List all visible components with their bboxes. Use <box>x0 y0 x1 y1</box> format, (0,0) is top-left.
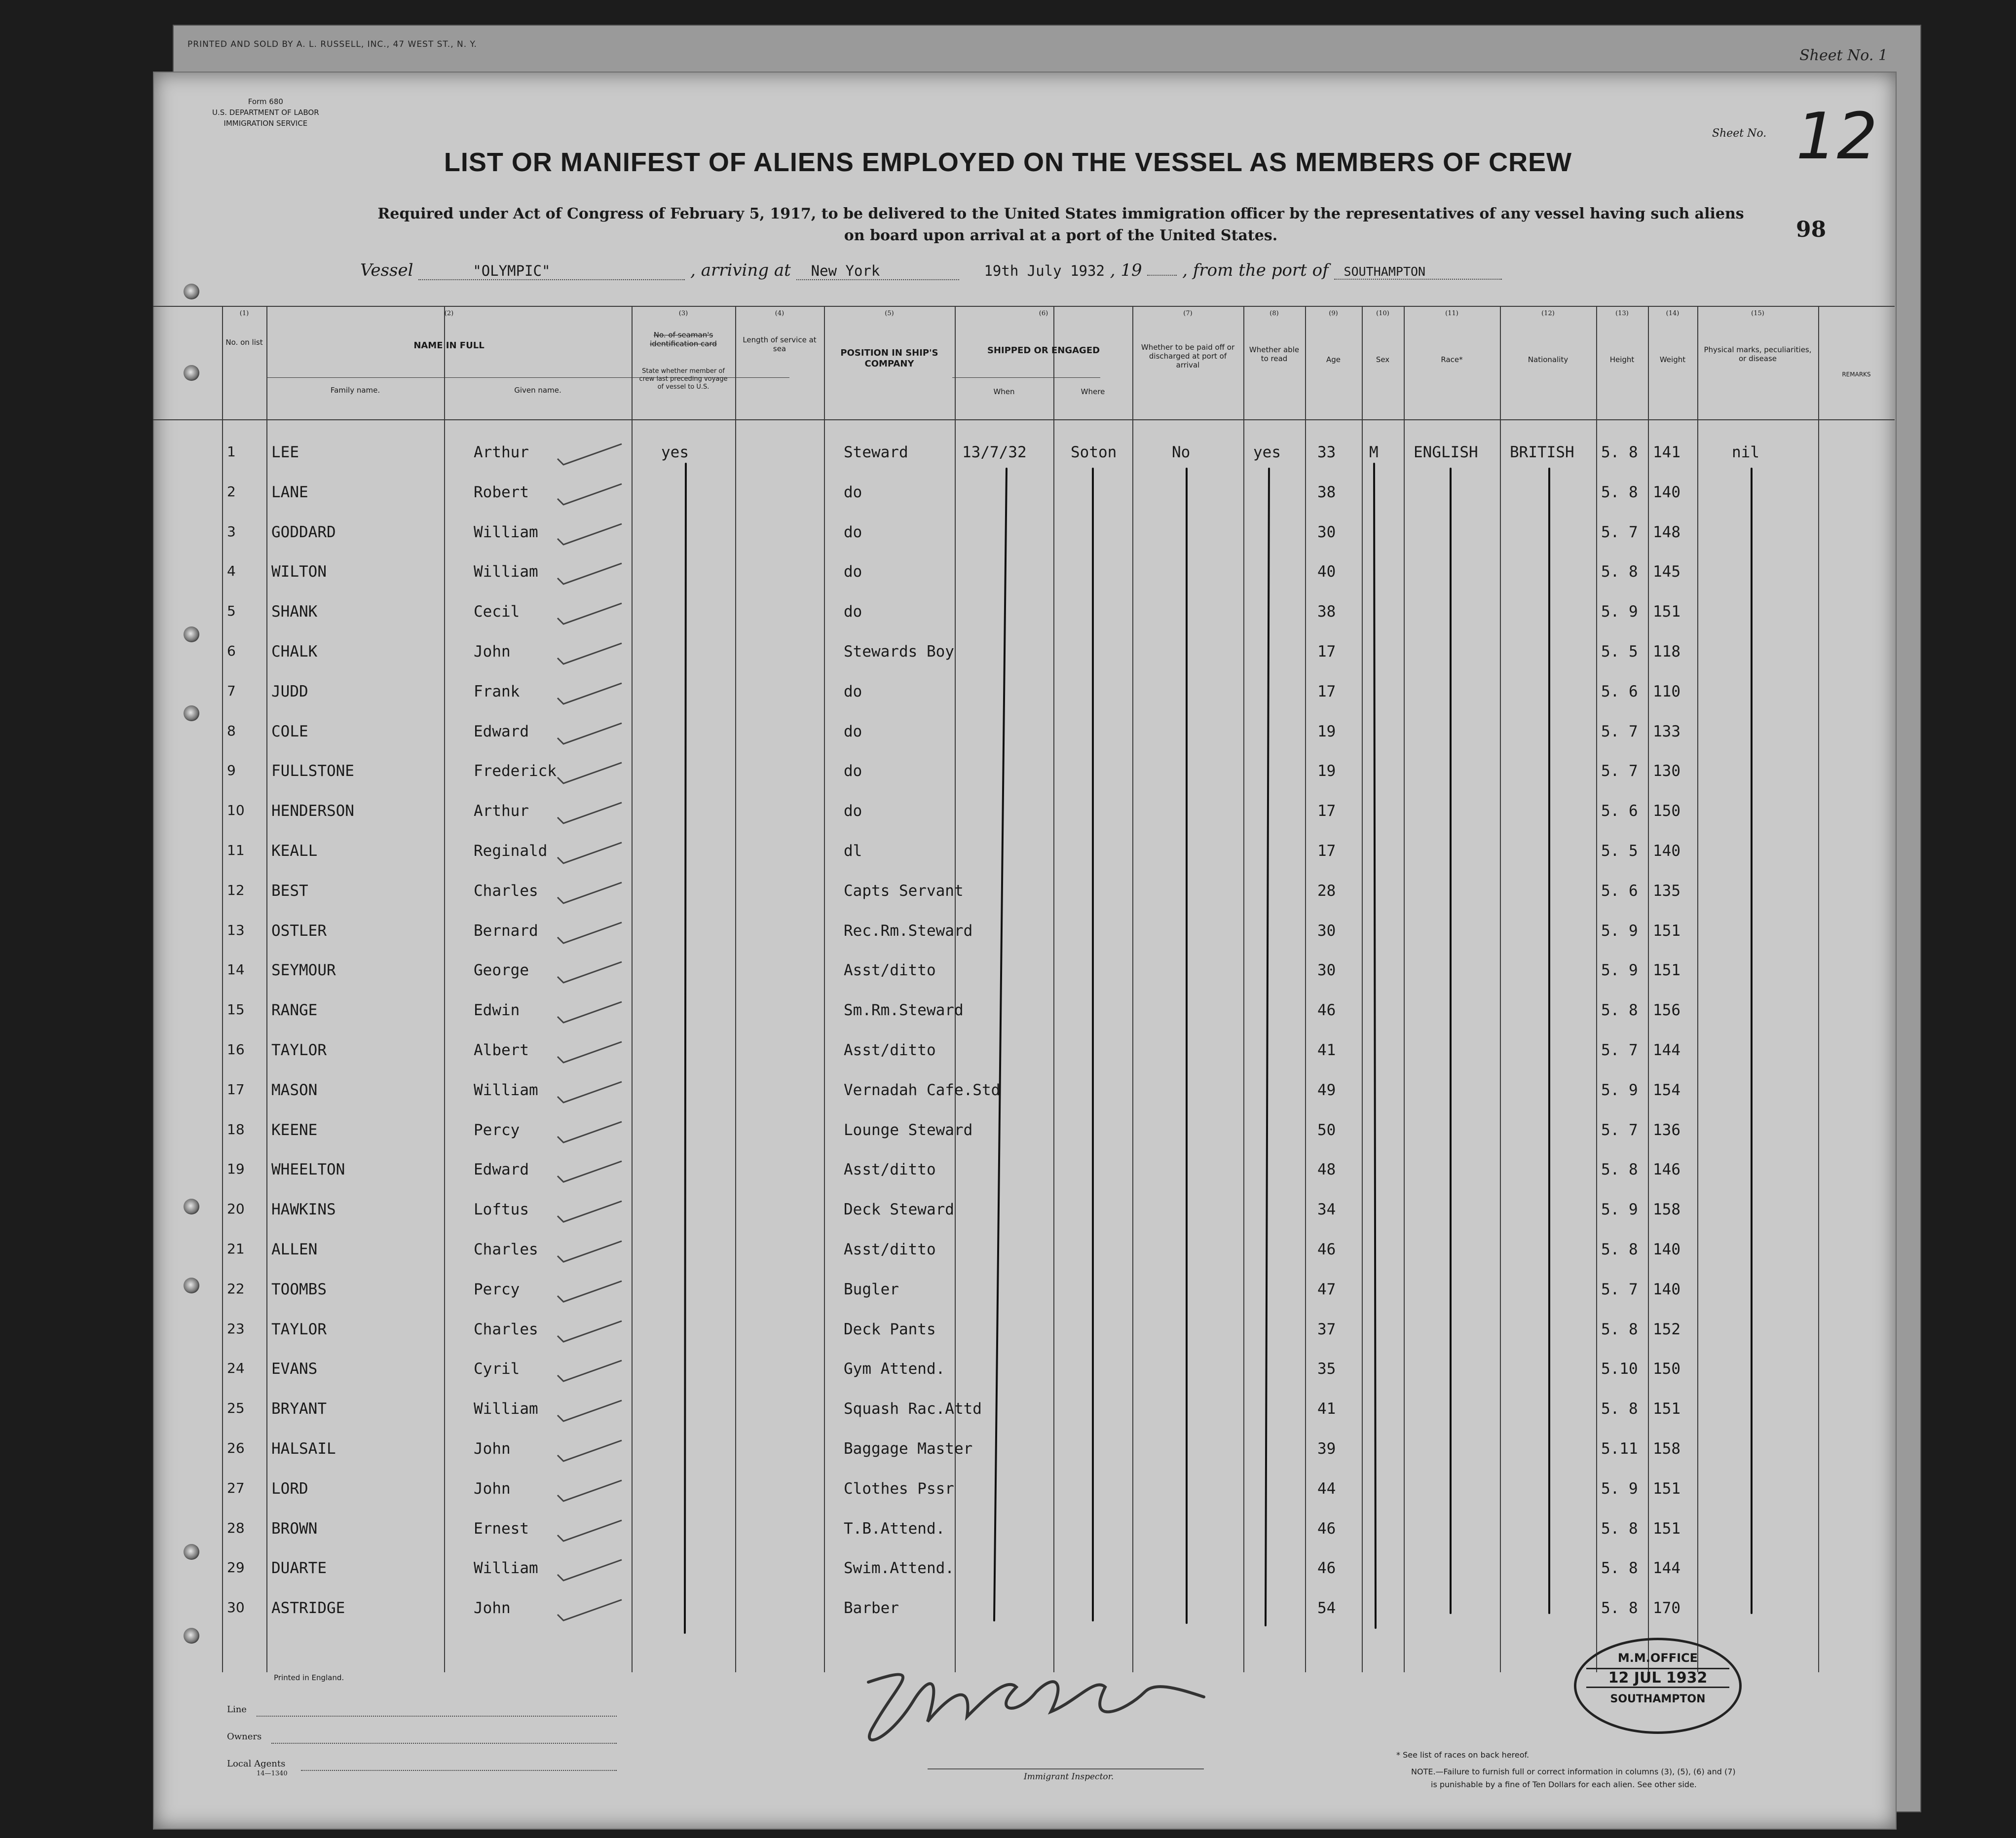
header-previous-voyage: State whether member of crew last preceding voyage of vessel to U.S. <box>639 368 728 391</box>
weight: 158 <box>1653 1201 1680 1219</box>
height: 5. 7 <box>1601 1121 1638 1139</box>
weight: 151 <box>1653 1479 1680 1498</box>
weight: 145 <box>1653 563 1680 581</box>
family-name: FULLSTONE <box>271 762 354 780</box>
age: 39 <box>1317 1440 1336 1458</box>
col-num-8: (8) <box>1269 310 1279 317</box>
height: 5. 6 <box>1601 682 1638 700</box>
height: 5. 7 <box>1601 762 1638 780</box>
service-name: IMMIGRATION SERVICE <box>224 119 308 128</box>
page-title: LIST OR MANIFEST OF ALIENS EMPLOYED ON THE VESSEL AS MEMBERS OF CREW <box>444 147 1572 177</box>
height: 5. 9 <box>1601 961 1638 980</box>
weight: 156 <box>1653 1001 1680 1020</box>
row-number: 1 <box>227 443 236 460</box>
height: 5. 7 <box>1601 523 1638 541</box>
voyage-line <box>360 260 1502 280</box>
height: 5. 9 <box>1601 1479 1638 1498</box>
position: do <box>844 563 862 581</box>
family-name: BEST <box>271 882 308 900</box>
header-age: Age <box>1326 355 1341 364</box>
subtitle-line-2: on board upon arrival at a port of the United States. <box>844 227 1278 244</box>
row-number: 25 <box>227 1400 245 1417</box>
inspector-label: Immigrant Inspector. <box>1024 1772 1114 1782</box>
row-number: 4 <box>227 563 236 580</box>
given-name: Frederick <box>474 762 557 780</box>
age: 41 <box>1317 1041 1336 1059</box>
position: Asst/ditto <box>844 1041 936 1059</box>
height: 5. 8 <box>1601 1400 1638 1418</box>
given-name: George <box>474 961 529 980</box>
family-name: LORD <box>271 1479 308 1498</box>
age: 40 <box>1317 563 1336 581</box>
given-name: John <box>474 1479 511 1498</box>
position: do <box>844 762 862 780</box>
line-label: Line <box>227 1704 247 1715</box>
form-number: Form 680 <box>248 97 283 106</box>
stamp-port: SOUTHAMPTON <box>1610 1693 1706 1705</box>
weight: 150 <box>1653 802 1680 820</box>
crew-manifest-table <box>153 306 1895 1648</box>
family-name: TAYLOR <box>271 1041 327 1059</box>
given-name: Arthur <box>474 443 529 461</box>
given-name: Cyril <box>474 1360 520 1378</box>
races-note: * See list of races on back hereof. <box>1396 1750 1530 1760</box>
col-num-14: (14) <box>1666 310 1680 317</box>
position: Stewards Boy <box>844 643 954 661</box>
family-name: EVANS <box>271 1360 318 1378</box>
row-number: 27 <box>227 1479 245 1496</box>
family-name: ASTRIDGE <box>271 1599 345 1617</box>
height: 5. 8 <box>1601 1001 1638 1020</box>
family-name: RANGE <box>271 1001 318 1020</box>
family-name: BROWN <box>271 1519 318 1538</box>
family-name: LEE <box>271 443 299 461</box>
row-number: 10 <box>227 802 245 819</box>
position: Vernadah Cafe.Std <box>844 1081 1001 1099</box>
height: 5. 9 <box>1601 921 1638 940</box>
age: 38 <box>1317 603 1336 621</box>
col-num-6: (6) <box>1039 310 1048 317</box>
vessel-name: "OLYMPIC" <box>418 262 685 280</box>
family-name: COLE <box>271 722 308 740</box>
header-seaman-card: No. of seaman's identification card <box>650 331 717 348</box>
height: 5. 8 <box>1601 1241 1638 1258</box>
given-name: Cecil <box>474 603 520 621</box>
family-name: KEALL <box>271 842 318 860</box>
height: 5. 9 <box>1601 603 1638 621</box>
position: do <box>844 483 862 501</box>
weight: 151 <box>1653 921 1680 940</box>
row-number: 24 <box>227 1360 245 1377</box>
family-name: CHALK <box>271 643 318 661</box>
row-number: 9 <box>227 762 236 779</box>
col-num-7: (7) <box>1183 310 1193 317</box>
subtitle-line-1: Required under Act of Congress of February 5, 1917, to be delivered to the United States immigration officer by the representatives of any vessel having such aliens <box>377 205 1744 222</box>
printer-line: PRINTED AND SOLD BY A. L. RUSSELL, INC., 47 WEST ST., N. Y. <box>187 39 477 49</box>
weight: 170 <box>1653 1599 1680 1617</box>
weight: 151 <box>1653 1519 1680 1538</box>
row-number: 17 <box>227 1081 245 1098</box>
row-number: 28 <box>227 1519 245 1536</box>
header-able-to-read: Whether able to read <box>1249 345 1300 363</box>
age: 19 <box>1317 762 1336 780</box>
position: Deck Steward <box>844 1201 954 1219</box>
header-nationality: Nationality <box>1528 355 1568 364</box>
position: Lounge Steward <box>844 1121 973 1139</box>
age: 30 <box>1317 961 1336 980</box>
given-name: Arthur <box>474 802 529 820</box>
given-name: Reginald <box>474 842 548 860</box>
ditto-line-when <box>994 469 1007 1620</box>
family-name: TAYLOR <box>271 1320 327 1338</box>
age: 19 <box>1317 722 1336 740</box>
age: 28 <box>1317 882 1336 900</box>
age: 35 <box>1317 1360 1336 1378</box>
family-name: SHANK <box>271 603 318 621</box>
weight: 144 <box>1653 1559 1680 1578</box>
family-name: GODDARD <box>271 523 336 541</box>
header-position: POSITION IN SHIP'S COMPANY <box>840 348 938 369</box>
header-race: Race* <box>1441 355 1463 364</box>
col-num-5: (5) <box>885 310 894 317</box>
age: 34 <box>1317 1201 1336 1219</box>
row-number: 16 <box>227 1041 245 1058</box>
given-name: John <box>474 643 511 661</box>
ditto-line-prev-voyage <box>685 464 686 1633</box>
row-number: 21 <box>227 1241 245 1257</box>
col-num-12: (12) <box>1541 310 1555 317</box>
header-remarks: REMARKS <box>1842 371 1871 378</box>
weight: 144 <box>1653 1041 1680 1059</box>
position: Asst/ditto <box>844 1241 936 1258</box>
position: Asst/ditto <box>844 1161 936 1179</box>
ditto-line-read <box>1266 469 1269 1625</box>
age: 44 <box>1317 1479 1336 1498</box>
printed-note: Printed in England. <box>274 1673 344 1682</box>
family-name: DUARTE <box>271 1559 327 1578</box>
weight: 133 <box>1653 722 1680 740</box>
header-paid-off: Whether to be paid off or discharged at port of arrival <box>1141 343 1235 369</box>
col-num-1: (1) <box>239 310 249 317</box>
header-family-name: Family name. <box>330 386 380 395</box>
stamp-office: M.M.OFFICE <box>1617 1651 1698 1665</box>
row-number: 8 <box>227 722 236 739</box>
position: Steward <box>844 443 908 461</box>
age: 46 <box>1317 1519 1336 1538</box>
arrival-port: New York <box>796 262 959 280</box>
col-num-2: (2) <box>444 310 454 317</box>
row-number: 12 <box>227 882 245 898</box>
height: 5. 9 <box>1601 1201 1638 1219</box>
given-name: Charles <box>474 1241 538 1258</box>
position: Bugler <box>844 1280 899 1298</box>
height: 5. 7 <box>1601 722 1638 740</box>
height: 5. 8 <box>1601 1519 1638 1538</box>
row-number: 23 <box>227 1320 245 1337</box>
weight: 136 <box>1653 1121 1680 1139</box>
row-number: 11 <box>227 842 245 858</box>
row-number: 3 <box>227 523 236 540</box>
position: Baggage Master <box>844 1440 973 1458</box>
height: 5. 8 <box>1601 1320 1638 1338</box>
given-name: Charles <box>474 882 538 900</box>
height: 5. 8 <box>1601 1559 1638 1578</box>
position: do <box>844 682 862 700</box>
header-physical-marks: Physical marks, peculiarities, or disease <box>1704 345 1812 363</box>
height: 5. 8 <box>1601 443 1638 461</box>
weight: 140 <box>1653 1241 1680 1258</box>
given-name: William <box>474 1081 538 1099</box>
nationality: BRITISH <box>1510 443 1574 461</box>
office-stamp <box>1574 1638 1742 1734</box>
age: 46 <box>1317 1559 1336 1578</box>
agents-code: 14—1340 <box>257 1770 288 1777</box>
col-num-13: (13) <box>1615 310 1629 317</box>
row-number: 29 <box>227 1559 245 1576</box>
family-name: SEYMOUR <box>271 961 336 980</box>
weight: 150 <box>1653 1360 1680 1378</box>
row-number: 14 <box>227 961 245 978</box>
given-name: Percy <box>474 1121 520 1139</box>
weight: 151 <box>1653 603 1680 621</box>
col-num-10: (10) <box>1376 310 1389 317</box>
position: Squash Rac.Attd <box>844 1400 982 1418</box>
header-where: Where <box>1081 387 1105 396</box>
family-name: WILTON <box>271 563 327 581</box>
given-name: Edward <box>474 1161 529 1179</box>
vessel-label: Vessel <box>360 260 413 280</box>
penalty-note-2: is punishable by a fine of Ten Dollars for each alien. See other side. <box>1431 1780 1697 1789</box>
shipped-when: 13/7/32 <box>962 443 1027 461</box>
owners-label: Owners <box>227 1731 262 1742</box>
age: 46 <box>1317 1241 1336 1258</box>
family-name: JUDD <box>271 682 308 700</box>
given-name: Bernard <box>474 921 538 940</box>
previous-voyage: yes <box>661 443 689 461</box>
col-num-11: (11) <box>1445 310 1458 317</box>
arrival-date: 19th July 1932 <box>984 262 1105 279</box>
family-name: KEENE <box>271 1121 318 1139</box>
given-name: Percy <box>474 1280 520 1298</box>
position: Swim.Attend. <box>844 1559 954 1578</box>
able-to-read: yes <box>1253 443 1281 461</box>
position: T.B.Attend. <box>844 1519 945 1538</box>
sex: M <box>1369 443 1379 461</box>
position: Sm.Rm.Steward <box>844 1001 964 1020</box>
age: 17 <box>1317 802 1336 820</box>
age: 41 <box>1317 1400 1336 1418</box>
weight: 154 <box>1653 1081 1680 1099</box>
departure-port: SOUTHAMPTON <box>1334 264 1502 280</box>
weight: 135 <box>1653 882 1680 900</box>
given-name: William <box>474 1559 538 1578</box>
given-name: William <box>474 523 538 541</box>
stamp-date: 12 JUL 1932 <box>1586 1668 1729 1688</box>
given-name: Robert <box>474 483 529 501</box>
height: 5. 7 <box>1601 1041 1638 1059</box>
age: 54 <box>1317 1599 1336 1617</box>
header-shipped-or-engaged: SHIPPED OR ENGAGED <box>987 345 1100 356</box>
family-name: LANE <box>271 483 308 501</box>
row-number: 22 <box>227 1280 245 1297</box>
age: 30 <box>1317 921 1336 940</box>
family-name: BRYANT <box>271 1400 327 1418</box>
weight: 118 <box>1653 643 1680 661</box>
height: 5.11 <box>1601 1440 1638 1458</box>
family-name: HALSAIL <box>271 1440 336 1458</box>
col-num-9: (9) <box>1329 310 1338 317</box>
position: do <box>844 523 862 541</box>
row-number: 26 <box>227 1440 245 1456</box>
row-number: 18 <box>227 1121 245 1138</box>
row-number: 13 <box>227 921 245 938</box>
given-name: Albert <box>474 1041 529 1059</box>
position: do <box>844 722 862 740</box>
height: 5. 5 <box>1601 842 1638 860</box>
age: 17 <box>1317 643 1336 661</box>
given-name: Edward <box>474 722 529 740</box>
row-number: 15 <box>227 1001 245 1018</box>
age: 37 <box>1317 1320 1336 1338</box>
col-num-4: (4) <box>775 310 784 317</box>
given-name: John <box>474 1599 511 1617</box>
position: Clothes Pssr <box>844 1479 954 1498</box>
from-label: , from the port of <box>1182 260 1329 280</box>
age: 49 <box>1317 1081 1336 1099</box>
header-when: When <box>993 387 1015 396</box>
header-name-in-full: NAME IN FULL <box>413 340 485 351</box>
age: 46 <box>1317 1001 1336 1020</box>
given-name: Edwin <box>474 1001 520 1020</box>
family-name: OSTLER <box>271 921 327 940</box>
position: Gym Attend. <box>844 1360 945 1378</box>
height: 5. 8 <box>1601 483 1638 501</box>
shipped-where: Soton <box>1071 443 1117 461</box>
age: 47 <box>1317 1280 1336 1298</box>
given-name: Ernest <box>474 1519 529 1538</box>
weight: 151 <box>1653 1400 1680 1418</box>
row-number: 7 <box>227 682 236 699</box>
ditto-line-sex <box>1374 464 1376 1628</box>
year-prefix: , 19 <box>1110 260 1142 280</box>
col-num-15: (15) <box>1751 310 1764 317</box>
row-number: 2 <box>227 483 236 500</box>
header-weight: Weight <box>1659 355 1686 364</box>
age: 33 <box>1317 443 1336 461</box>
ditto-marks <box>153 306 1895 1648</box>
family-name: WHEELTON <box>271 1161 345 1179</box>
weight: 130 <box>1653 762 1680 780</box>
age: 17 <box>1317 682 1336 700</box>
weight: 140 <box>1653 1280 1680 1298</box>
weight: 141 <box>1653 443 1680 461</box>
weight: 110 <box>1653 682 1680 700</box>
weight: 158 <box>1653 1440 1680 1458</box>
position: Capts Servant <box>844 882 964 900</box>
given-name: John <box>474 1440 511 1458</box>
age: 30 <box>1317 523 1336 541</box>
weight: 152 <box>1653 1320 1680 1338</box>
header-no-on-list: No. on list <box>225 338 263 347</box>
weight: 140 <box>1653 483 1680 501</box>
position: Rec.Rm.Steward <box>844 921 973 940</box>
header-height: Height <box>1609 355 1635 364</box>
row-number: 20 <box>227 1201 245 1217</box>
row-number: 5 <box>227 603 236 620</box>
given-name: William <box>474 563 538 581</box>
height: 5. 9 <box>1601 1081 1638 1099</box>
row-number: 19 <box>227 1161 245 1177</box>
page-subtitle <box>321 203 1801 247</box>
age: 50 <box>1317 1121 1336 1139</box>
family-name: TOOMBS <box>271 1280 327 1298</box>
given-name: Frank <box>474 682 520 700</box>
header-length-of-service: Length of service at sea <box>743 335 817 353</box>
weight: 151 <box>1653 961 1680 980</box>
height: 5. 5 <box>1601 643 1638 661</box>
position: do <box>844 603 862 621</box>
age: 17 <box>1317 842 1336 860</box>
position: Barber <box>844 1599 899 1617</box>
height: 5. 7 <box>1601 1280 1638 1298</box>
family-name: ALLEN <box>271 1241 318 1258</box>
local-agents-label: Local Agents <box>227 1759 286 1769</box>
position: dl <box>844 842 862 860</box>
header-given-name: Given name. <box>514 386 561 395</box>
family-name: HAWKINS <box>271 1201 336 1219</box>
department-name: U.S. DEPARTMENT OF LABOR <box>212 108 319 117</box>
paid-off: No <box>1172 443 1191 461</box>
sheet-number-label: Sheet No. <box>1712 127 1767 140</box>
penalty-note-1: NOTE.—Failure to furnish full or correct information in columns (3), (5), (6) and (7) <box>1411 1767 1736 1776</box>
height: 5.10 <box>1601 1360 1638 1378</box>
weight: 146 <box>1653 1161 1680 1179</box>
height: 5. 8 <box>1601 563 1638 581</box>
position: Asst/ditto <box>844 961 936 980</box>
header-sex: Sex <box>1376 355 1390 364</box>
row-number: 30 <box>227 1599 245 1616</box>
race: ENGLISH <box>1414 443 1478 461</box>
height: 5. 8 <box>1601 1599 1638 1617</box>
given-name: William <box>474 1400 538 1418</box>
weight: 140 <box>1653 842 1680 860</box>
age: 48 <box>1317 1161 1336 1179</box>
height: 5. 6 <box>1601 802 1638 820</box>
back-sheet-number: Sheet No. 1 <box>1799 47 1888 64</box>
family-name: MASON <box>271 1081 318 1099</box>
weight: 148 <box>1653 523 1680 541</box>
row-number: 6 <box>227 643 236 659</box>
sheet-number: 12 <box>1796 99 1878 174</box>
col-num-3: (3) <box>678 310 688 317</box>
age: 38 <box>1317 483 1336 501</box>
given-name: Charles <box>474 1320 538 1338</box>
page-mark: 98 <box>1796 217 1827 242</box>
arriving-label: , arriving at <box>690 260 791 280</box>
given-name: Loftus <box>474 1201 529 1219</box>
height: 5. 8 <box>1601 1161 1638 1179</box>
height: 5. 6 <box>1601 882 1638 900</box>
family-name: HENDERSON <box>271 802 354 820</box>
position: Deck Pants <box>844 1320 936 1338</box>
form-identifier <box>212 96 319 129</box>
position: do <box>844 802 862 820</box>
binder-hole <box>184 284 199 299</box>
inspector-signature <box>829 1643 1224 1761</box>
physical-marks: nil <box>1732 443 1759 461</box>
